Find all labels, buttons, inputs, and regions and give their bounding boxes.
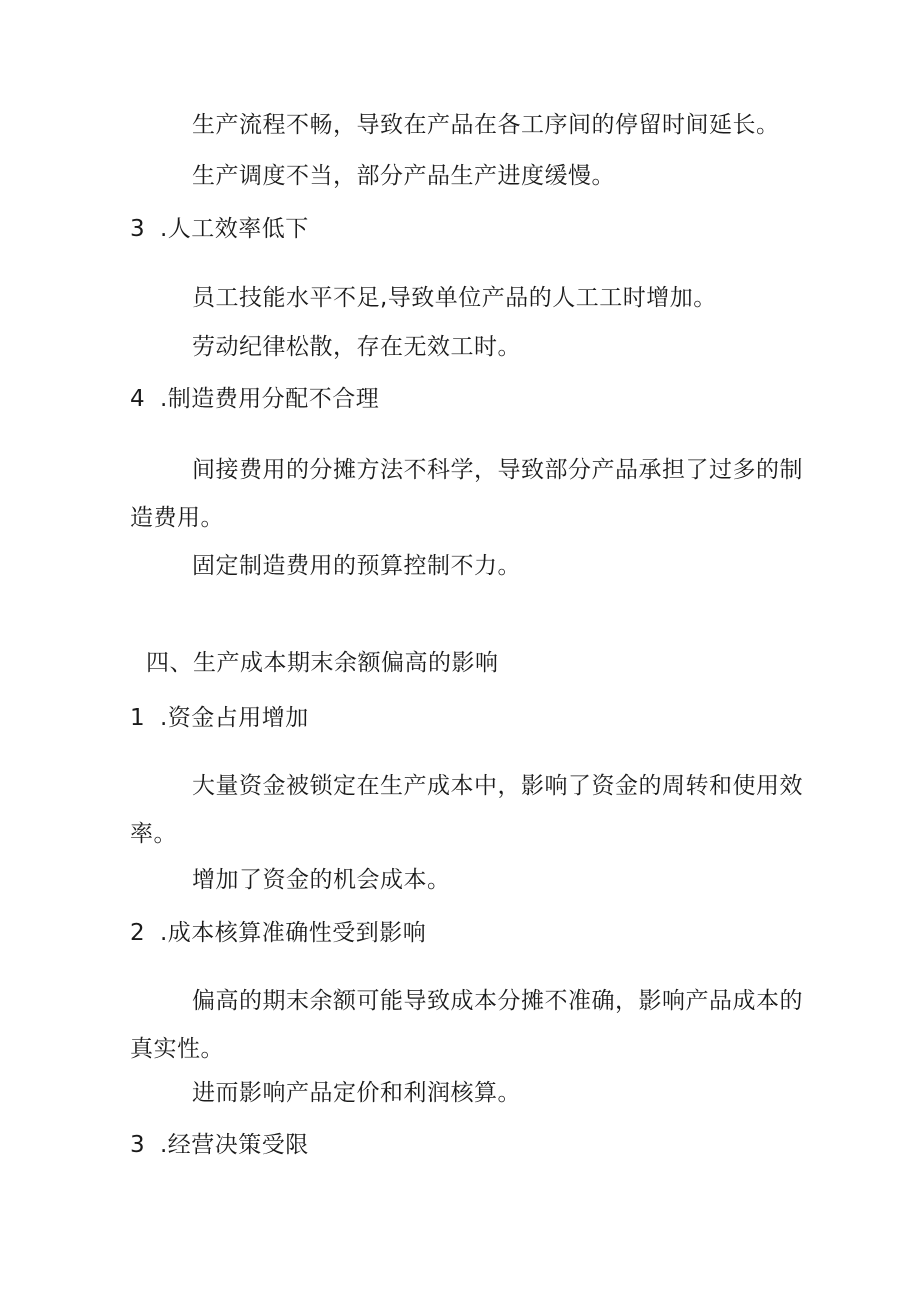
paragraph-line: 真实性。 <box>130 1036 224 1062</box>
subheading <box>130 703 309 733</box>
subheading-number: 3 <box>130 1132 146 1158</box>
paragraph-line: 率。 <box>130 821 177 847</box>
subheading <box>130 1130 309 1160</box>
subheading-text: .成本核算准确性受到影响 <box>160 920 427 946</box>
paragraph: 固定制造费用的预算控制不力。 <box>192 553 521 579</box>
subheading-text: .资金占用增加 <box>160 705 309 731</box>
paragraph: 生产调度不当，部分产品生产进度缓慢。 <box>192 163 615 189</box>
subheading-text: .制造费用分配不合理 <box>160 386 380 412</box>
subheading-number: 4 <box>130 386 146 412</box>
paragraph <box>130 446 803 542</box>
subheading-number: 3 <box>130 216 146 242</box>
paragraph-line: 造费用。 <box>130 505 224 531</box>
section-heading: 四、生产成本期末余额偏高的影响 <box>146 650 499 676</box>
paragraph: 进而影响产品定价和利润核算。 <box>192 1080 521 1106</box>
subheading-number: 2 <box>130 920 146 946</box>
subheading <box>130 384 379 414</box>
paragraph <box>130 762 803 858</box>
paragraph-line: 间接费用的分摊方法不科学，导致部分产品承担了过多的制 <box>192 457 803 483</box>
paragraph: 增加了资金的机会成本。 <box>192 867 451 893</box>
paragraph <box>130 977 803 1073</box>
paragraph-line: 大量资金被锁定在生产成本中，影响了资金的周转和使用效 <box>192 773 803 799</box>
paragraph-line: 偏高的期末余额可能导致成本分摊不准确，影响产品成本的 <box>192 988 803 1014</box>
subheading-text: .经营决策受限 <box>160 1132 309 1158</box>
paragraph: 劳动纪律松散，存在无效工时。 <box>192 334 521 360</box>
paragraph: 生产流程不畅，导致在产品在各工序间的停留时间延长。 <box>192 112 780 138</box>
subheading-text: .人工效率低下 <box>160 216 309 242</box>
subheading-number: 1 <box>130 705 146 731</box>
paragraph: 员工技能水平不足,导致单位产品的人工工时增加。 <box>192 285 717 311</box>
subheading <box>130 214 309 244</box>
subheading <box>130 918 426 948</box>
